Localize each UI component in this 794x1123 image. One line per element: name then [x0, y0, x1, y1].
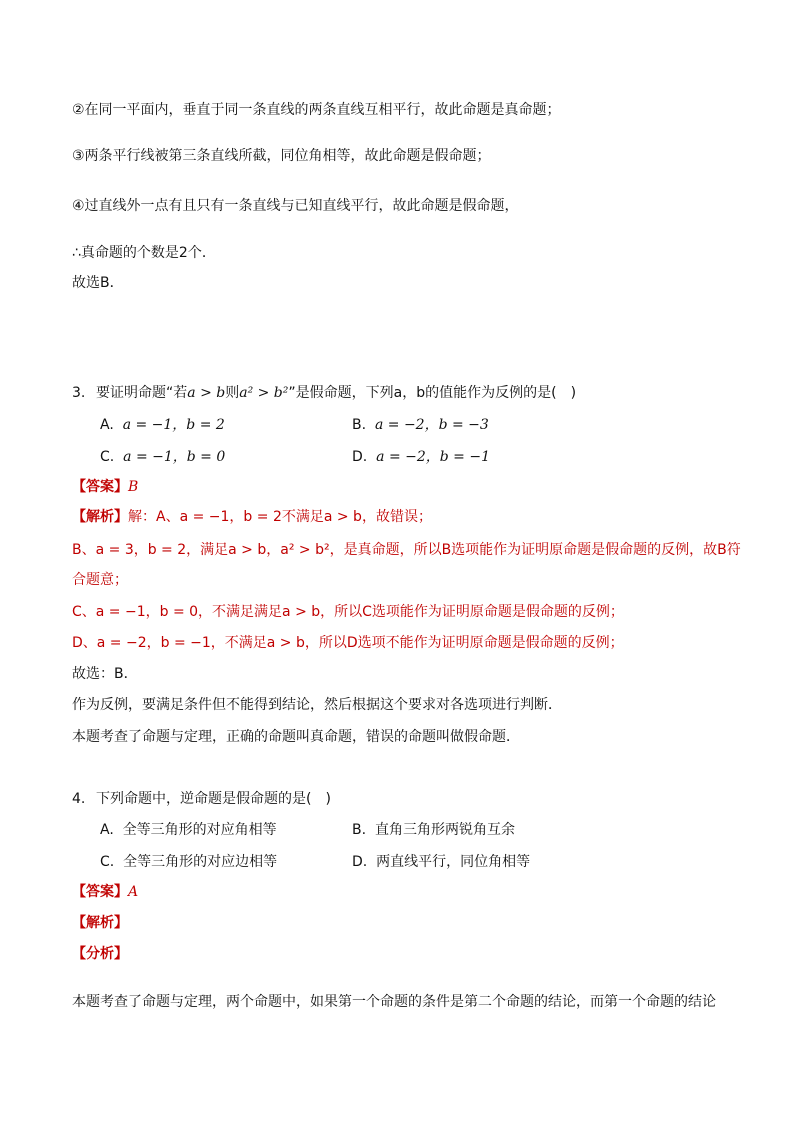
q4-analysis-tag — [72, 913, 128, 933]
analysis-tag: 【解析】 — [72, 915, 128, 931]
q3-option-a — [100, 415, 225, 435]
option-text: 全等三角形的对应角相等 — [122, 822, 277, 838]
option-text: a = −1，b = 0 — [123, 449, 226, 465]
option-text: 直角三角形两锐角互余 — [374, 822, 515, 838]
stem-part: 则 — [225, 385, 240, 401]
question-4-stem — [72, 789, 331, 809]
question-3-stem — [72, 383, 576, 403]
statement-2: ②在同一平面内，垂直于同一条直线的两条直线互相平行，故此命题是真命题； — [72, 102, 561, 118]
stem-part: 要证明命题“若 — [96, 385, 188, 401]
option-text: a = −2，b = −1 — [376, 449, 490, 465]
q3-answer — [72, 477, 138, 497]
q3-option-c — [100, 447, 225, 467]
answer-tag: 【答案】 — [72, 479, 128, 495]
q4-option-c — [100, 852, 277, 872]
q3-footer-line-1: 故选：B． — [72, 666, 138, 682]
statement-4: ④过直线外一点有且只有一条直线与已知直线平行，故此命题是假命题， — [72, 198, 519, 214]
q4-option-a — [100, 820, 277, 840]
q3-footer-line-2: 作为反例，要满足条件但不能得到结论，然后根据这个要求对各选项进行判断． — [72, 697, 562, 713]
analysis-tag: 【解析】 — [72, 509, 128, 525]
q3-analysis-line-2: B、a = 3，b = 2，满足a > b，a² > b²，是真命题，所以B选项能作为证明原命题是假命题的反例，故B符 — [72, 542, 741, 558]
choice-text: 故选B． — [72, 275, 124, 291]
option-label: A. — [100, 822, 114, 838]
statement-3: ③两条平行线被第三条直线所截，同位角相等，故此命题是假命题； — [72, 148, 491, 164]
answer-tag: 【答案】 — [72, 884, 128, 900]
q3-analysis-line-4: C、a = −1，b = 0，不满足满足a > b，所以C选项能作为证明原命题是假命题的反例； — [72, 604, 624, 620]
option-text: 全等三角形的对应边相等 — [123, 854, 278, 870]
q3-analysis-line-1 — [72, 507, 432, 527]
q3-option-d — [352, 447, 490, 467]
q4-closing-text: 本题考查了命题与定理，两个命题中，如果第一个命题的条件是第二个命题的结论，而第一个命题的结论 — [72, 994, 716, 1010]
conclusion-text: ∴真命题的个数是2个． — [72, 245, 216, 261]
option-text: a = −1，b = 2 — [122, 417, 225, 433]
question-number: 4. — [72, 791, 86, 807]
q4-fenxi-tag — [72, 944, 128, 964]
fenxi-tag: 【分析】 — [72, 946, 128, 962]
option-label: A. — [100, 417, 114, 433]
answer-value: B — [128, 479, 139, 495]
option-label: D. — [352, 449, 368, 465]
q4-option-b — [352, 820, 515, 840]
option-text: a = −2，b = −3 — [374, 417, 489, 433]
option-label: C. — [100, 449, 115, 465]
option-label: B. — [352, 417, 367, 433]
analysis-text: 解：A、a = −1，b = 2不满足a > b，故错误； — [128, 509, 432, 525]
q3-analysis-line-3: 合题意； — [72, 572, 128, 588]
q4-option-d — [352, 852, 530, 872]
q3-option-b — [352, 415, 489, 435]
answer-value: A — [128, 884, 139, 900]
stem-math: a² > b² — [239, 385, 289, 401]
stem-math: a > b — [187, 385, 226, 401]
option-label: B. — [352, 822, 367, 838]
q3-analysis-line-5: D、a = −2，b = −1，不满足a > b，所以D选项不能作为证明原命题是假命题的反例； — [72, 635, 624, 651]
option-label: C. — [100, 854, 115, 870]
option-label: D. — [352, 854, 368, 870]
option-text: 两直线平行，同位角相等 — [376, 854, 531, 870]
stem-text: 下列命题中，逆命题是假命题的是( ) — [96, 791, 331, 807]
q4-answer — [72, 882, 138, 902]
q3-footer-line-3: 本题考查了命题与定理，正确的命题叫真命题，错误的命题叫做假命题． — [72, 729, 520, 745]
question-number: 3. — [72, 385, 86, 401]
stem-part: ”是假命题，下列a，b的值能作为反例的是( ) — [288, 385, 577, 401]
